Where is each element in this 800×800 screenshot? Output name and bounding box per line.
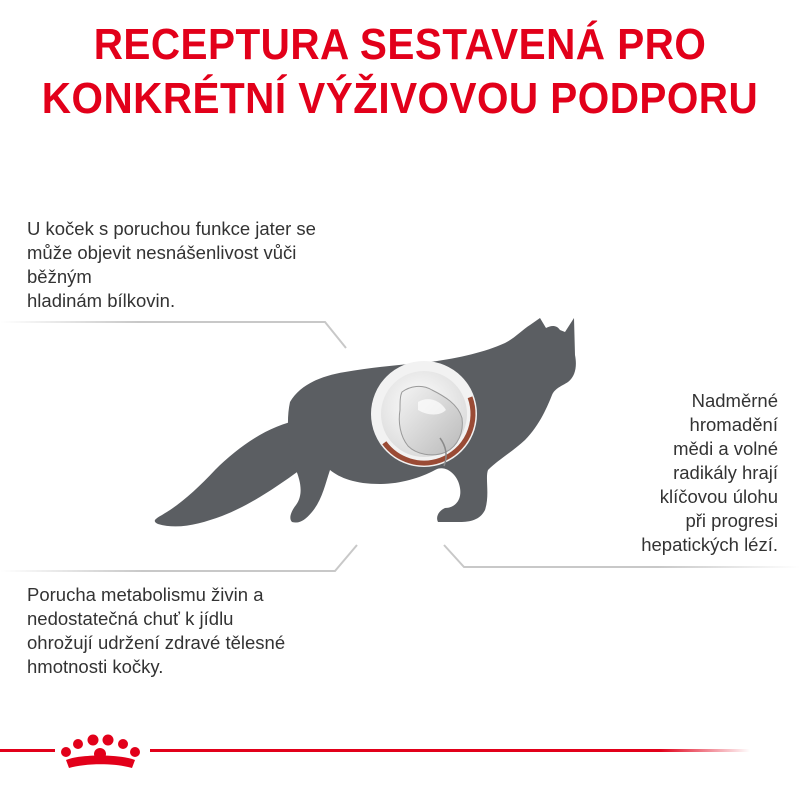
brand-bar — [0, 749, 750, 752]
callout-line: běžným — [27, 266, 92, 287]
callout-line: ohrožují udržení zdravé tělesné — [27, 632, 286, 653]
callout-line: při progresi — [685, 510, 778, 531]
callout-line: radikály hrají — [673, 462, 778, 483]
callout-line-right — [444, 545, 800, 567]
callout-line: klíčovou úlohu — [659, 486, 778, 507]
callout-line: nedostatečná chuť k jídlu — [27, 608, 234, 629]
headline-line-2: KONKRÉTNÍ VÝŽIVOVOU PODPORU — [41, 74, 759, 123]
callout-line: hepatických lézí. — [641, 534, 778, 555]
callout-line: U koček s poruchou funkce jater se — [27, 218, 316, 239]
callout-line: hmotnosti kočky. — [27, 656, 164, 677]
headline-line-1: RECEPTURA SESTAVENÁ PRO — [93, 20, 707, 69]
callout-line: hladinám bílkovin. — [27, 290, 176, 311]
cat-silhouette-icon — [155, 318, 576, 526]
callout-line-bottom-left — [0, 545, 357, 571]
callout-line: Nadměrné — [691, 390, 778, 411]
callout-line-top-left — [0, 322, 346, 348]
callout-line: mědi a volné — [673, 438, 778, 459]
callout-line: hromadění — [689, 414, 778, 435]
callout-line: Porucha metabolismu živin a — [27, 584, 264, 605]
crown-logo-icon — [61, 735, 140, 769]
callout-line: může objevit nesnášenlivost vůči — [27, 242, 297, 263]
